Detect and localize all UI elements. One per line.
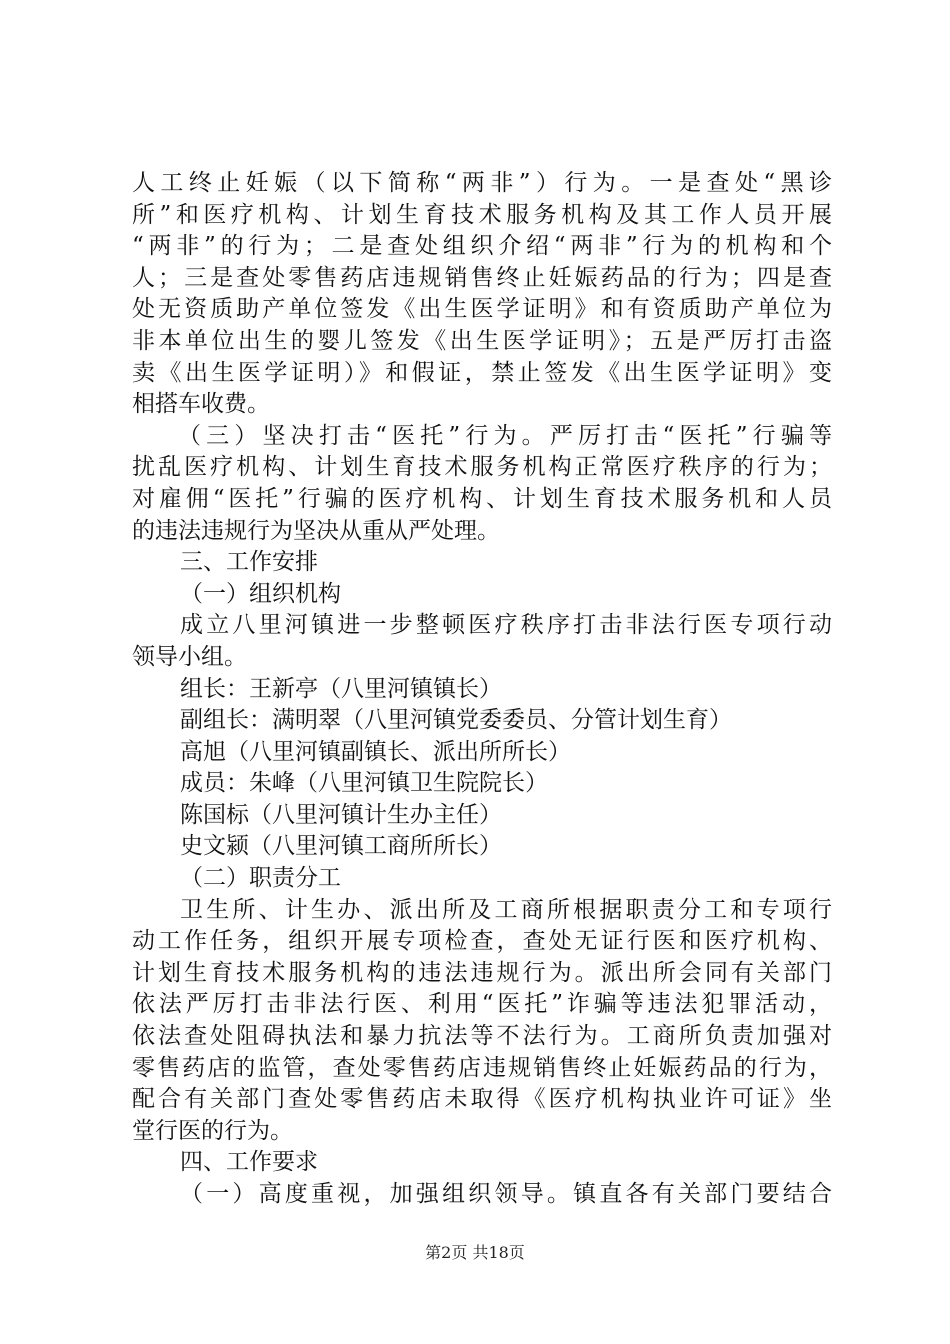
- text-line: 所”和医疗机构、计划生育技术服务机构及其工作人员开展: [132, 201, 832, 228]
- section-heading: 三、工作安排: [180, 549, 318, 576]
- section-heading: 四、工作要求: [180, 1149, 318, 1176]
- text-line: 领导小组。: [132, 643, 247, 670]
- text-line: 配合有关部门查处零售药店未取得《医疗机构执业许可证》坐: [132, 1086, 832, 1113]
- text-line: “两非”的行为；二是查处组织介绍“两非”行为的机构和个: [132, 233, 832, 260]
- text-line: 动工作任务，组织开展专项检查，查处无证行医和医疗机构、: [132, 928, 832, 955]
- paragraph-first-line: 成立八里河镇进一步整顿医疗秩序打击非法行医专项行动: [180, 612, 832, 639]
- text-line: 堂行医的行为。: [132, 1117, 293, 1144]
- text-line: 计划生育技术服务机构的违法违规行为。派出所会同有关部门: [132, 959, 832, 986]
- text-line: 处无资质助产单位签发《出生医学证明》和有资质助产单位为: [132, 296, 832, 323]
- text-line: 对雇佣“医托”行骗的医疗机构、计划生育技术服务机和人员: [132, 485, 832, 512]
- paragraph-first-line: 卫生所、计生办、派出所及工商所根据职责分工和专项行: [180, 896, 832, 923]
- text-line: 零售药店的监管，查处零售药店违规销售终止妊娠药品的行为，: [132, 1054, 832, 1081]
- text-line: 扰乱医疗机构、计划生育技术服务机构正常医疗秩序的行为；: [132, 454, 832, 481]
- text-line: 依法严厉打击非法行医、利用“医托”诈骗等违法犯罪活动，: [132, 991, 832, 1018]
- text-line: 卖《出生医学证明）》和假证，禁止签发《出生医学证明》变: [132, 359, 832, 386]
- subsection-heading: （二）职责分工: [180, 865, 341, 892]
- member-line: 副组长：满明翠（八里河镇党委委员、分管计划生育）: [180, 707, 732, 734]
- text-line: 人工终止妊娠（以下简称“两非”）行为。一是查处“黑诊: [132, 170, 832, 196]
- paragraph-first-line: （三）坚决打击“医托”行为。严厉打击“医托”行骗等: [178, 422, 832, 449]
- member-line: 成员：朱峰（八里河镇卫生院院长）: [180, 770, 548, 797]
- text-line: 相搭车收费。: [132, 391, 270, 418]
- subsection-heading: （一）组织机构: [180, 580, 341, 607]
- text-line: 依法查处阻碍执法和暴力抗法等不法行为。工商所负责加强对: [132, 1023, 832, 1050]
- text-line: 人；三是查处零售药店违规销售终止妊娠药品的行为；四是查: [132, 264, 832, 291]
- page-footer: 第2页 共18页: [425, 1243, 525, 1262]
- text-line: 非本单位出生的婴儿签发《出生医学证明》；五是严厉打击盗: [132, 327, 832, 354]
- document-body: [132, 168, 832, 1211]
- text-line: 的违法违规行为坚决从重从严处理。: [132, 517, 500, 544]
- member-line: 陈国标（八里河镇计生办主任）: [180, 801, 502, 828]
- member-line: 高旭（八里河镇副镇长、派出所所长）: [180, 738, 571, 765]
- member-line: 组长：王新亭（八里河镇镇长）: [180, 675, 502, 702]
- paragraph-first-line: （一）高度重视，加强组织领导。镇直各有关部门要结合: [180, 1181, 832, 1207]
- member-line: 史文颍（八里河镇工商所所长）: [180, 833, 502, 860]
